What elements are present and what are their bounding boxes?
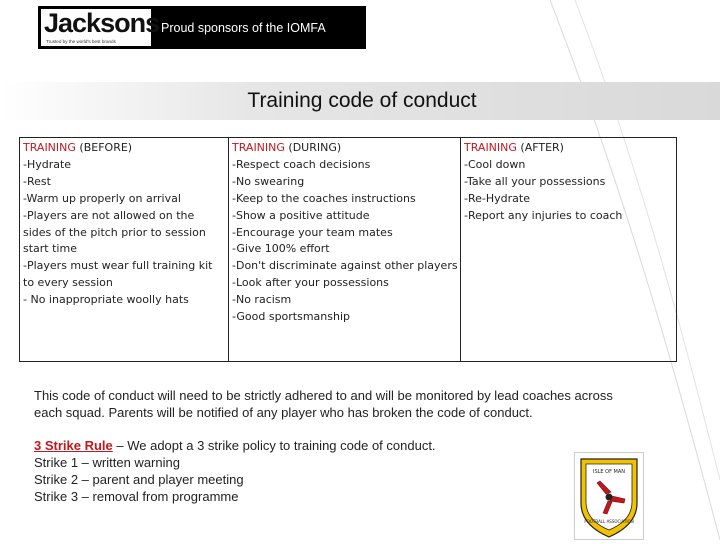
list-item: -No swearing bbox=[232, 174, 305, 188]
list-item: -Look after your possessions bbox=[232, 276, 389, 290]
rule-list bbox=[464, 157, 674, 225]
heading-keyword: TRAINING bbox=[464, 141, 517, 154]
iomfa-badge bbox=[574, 452, 644, 540]
list-item: -Re-Hydrate bbox=[464, 191, 530, 205]
heading-qualifier: (BEFORE) bbox=[75, 141, 133, 154]
column-during bbox=[228, 138, 460, 361]
list-item: -Give 100% effort bbox=[232, 242, 330, 256]
jacksons-logo bbox=[41, 8, 160, 46]
list-item: -Take all your possessions bbox=[464, 174, 606, 188]
column-after bbox=[460, 138, 676, 361]
heading-qualifier: (DURING) bbox=[284, 141, 342, 154]
strike-list bbox=[34, 454, 594, 505]
column-before bbox=[20, 138, 228, 361]
list-item: -Rest bbox=[23, 174, 51, 188]
rule-list bbox=[232, 157, 458, 326]
list-item: - No inappropriate woolly hats bbox=[23, 293, 189, 307]
strike-item: Strike 1 – written warning bbox=[34, 455, 180, 470]
sponsor-text: Proud sponsors of the IOMFA bbox=[161, 21, 326, 35]
heading-qualifier: (AFTER) bbox=[516, 141, 564, 154]
list-item: -Players must wear full training kit to every session bbox=[23, 259, 213, 290]
logo-tagline: Trusted by the world's best brands bbox=[46, 39, 116, 44]
list-item: -Report any injuries to coach bbox=[464, 208, 623, 222]
strike-rule-intro: – We adopt a 3 strike policy to training code of conduct. bbox=[112, 438, 436, 453]
strike-item: Strike 2 – parent and player meeting bbox=[34, 472, 244, 487]
page-title: Training code of conduct bbox=[247, 89, 477, 112]
svg-text:FOOTBALL ASSOCIATION: FOOTBALL ASSOCIATION bbox=[584, 519, 634, 524]
conduct-table bbox=[19, 137, 677, 362]
rule-list bbox=[23, 157, 226, 309]
list-item: -Encourage your team mates bbox=[232, 225, 393, 239]
list-item: -Players are not allowed on the sides of the pitch prior to session start time bbox=[23, 208, 206, 256]
strike-rule-title: 3 Strike Rule bbox=[34, 438, 113, 453]
column-heading bbox=[464, 140, 674, 157]
strike-item: Strike 3 – removal from programme bbox=[34, 489, 239, 504]
list-item: -Don't discriminate against other players bbox=[232, 259, 458, 273]
list-item: -Cool down bbox=[464, 157, 526, 171]
list-item: -No racism bbox=[232, 293, 292, 307]
list-item: -Warm up properly on arrival bbox=[23, 191, 181, 205]
list-item: -Respect coach decisions bbox=[232, 157, 371, 171]
list-item: -Good sportsmanship bbox=[232, 310, 351, 324]
sponsor-banner bbox=[38, 6, 366, 49]
column-heading bbox=[232, 140, 458, 157]
heading-keyword: TRAINING bbox=[232, 141, 285, 154]
list-item: -Show a positive attitude bbox=[232, 208, 370, 222]
list-item: -Hydrate bbox=[23, 157, 72, 171]
svg-text:ISLE OF MAN: ISLE OF MAN bbox=[592, 469, 626, 475]
column-heading bbox=[23, 140, 226, 157]
strike-policy-heading bbox=[34, 437, 594, 454]
adherence-paragraph: This code of conduct will need to be strictly adhered to and will be monitored by lead coaches across each squad. Parents will be notified of any player who has broken the code of conduct. bbox=[34, 388, 613, 420]
logo-wordmark: Jacksons bbox=[44, 8, 160, 38]
iomfa-crest-icon bbox=[575, 453, 643, 539]
strike-policy bbox=[34, 437, 594, 505]
list-item: -Keep to the coaches instructions bbox=[232, 191, 416, 205]
heading-keyword: TRAINING bbox=[23, 141, 76, 154]
